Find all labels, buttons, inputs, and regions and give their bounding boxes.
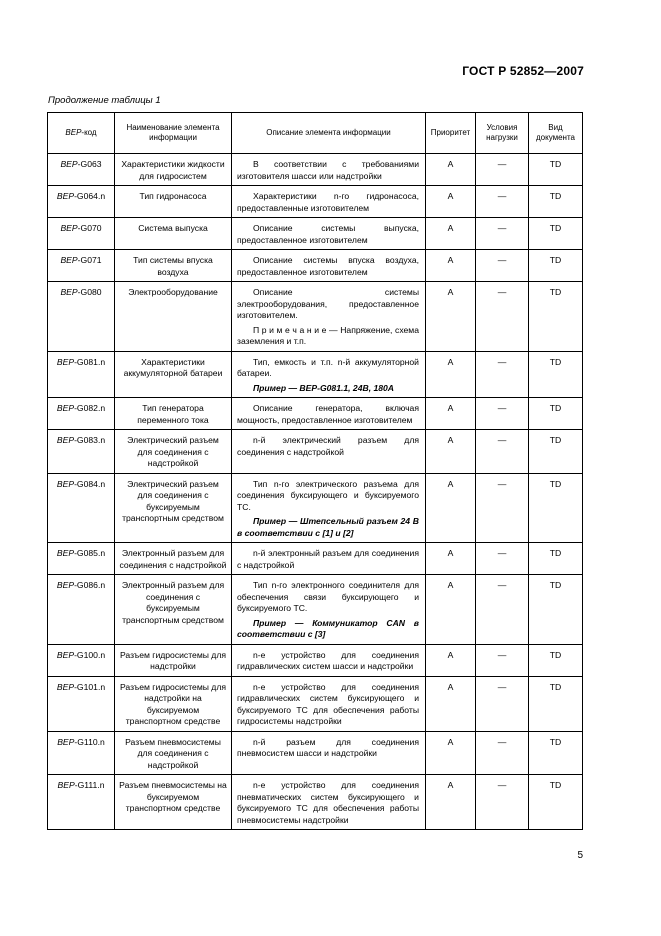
cell-description bbox=[232, 154, 426, 186]
cell-name: Тип системы впуска воздуха bbox=[115, 250, 232, 282]
description-text: Характеристики n-го гидронасоса, предоставленные изготовителем bbox=[237, 191, 419, 213]
table-row bbox=[48, 644, 583, 676]
description-text: n-й электрический разъем для соединения с надстройкой bbox=[237, 435, 419, 457]
cell-priority: A bbox=[426, 430, 476, 474]
cell-code: ВЕР-G083.n bbox=[48, 430, 115, 474]
cell-priority: A bbox=[426, 250, 476, 282]
cell-code: ВЕР-G084.n bbox=[48, 473, 115, 543]
cell-code: ВЕР-G086.n bbox=[48, 575, 115, 645]
cell-name: Тип генератора переменного тока bbox=[115, 398, 232, 430]
cell-description bbox=[232, 543, 426, 575]
cell-code: ВЕР-G064.n bbox=[48, 186, 115, 218]
table-header-row bbox=[48, 113, 583, 154]
cell-description bbox=[232, 250, 426, 282]
cell-code: ВЕР-G111.n bbox=[48, 775, 115, 830]
table-row bbox=[48, 398, 583, 430]
table-row bbox=[48, 775, 583, 830]
table-row bbox=[48, 351, 583, 398]
cell-conditions: — bbox=[476, 775, 529, 830]
cell-name: Электрический разъем для соединения с надстройкой bbox=[115, 430, 232, 474]
cell-description bbox=[232, 575, 426, 645]
description-text: Описание системы впуска воздуха, предоставленное изготовителем bbox=[237, 255, 419, 277]
cell-code: ВЕР-G081.n bbox=[48, 351, 115, 398]
cell-priority: A bbox=[426, 575, 476, 645]
table-row bbox=[48, 473, 583, 543]
description-text: n-й разъем для соединения пневмосистем шасси и надстройки bbox=[237, 736, 419, 758]
cell-code: ВЕР-G110.n bbox=[48, 731, 115, 775]
cell-name: Разъем гидросистемы для надстройки bbox=[115, 644, 232, 676]
cell-description bbox=[232, 282, 426, 352]
cell-conditions: — bbox=[476, 543, 529, 575]
cell-conditions: — bbox=[476, 644, 529, 676]
cell-name: Электрооборудование bbox=[115, 282, 232, 352]
cell-description bbox=[232, 398, 426, 430]
cell-description bbox=[232, 351, 426, 398]
cell-doc-type: TD bbox=[529, 430, 583, 474]
table-row bbox=[48, 731, 583, 775]
header-description: Описание элемента информации bbox=[232, 113, 426, 154]
cell-description bbox=[232, 676, 426, 731]
description-text: Описание генератора, включая мощность, предоставленное изготовителем bbox=[237, 403, 419, 425]
description-text: Тип n-го электронного соединителя для обеспечения связи буксирующего и буксируемого ТС. bbox=[237, 580, 419, 613]
cell-description bbox=[232, 775, 426, 830]
cell-doc-type: TD bbox=[529, 676, 583, 731]
cell-code: ВЕР-G071 bbox=[48, 250, 115, 282]
description-text: Описание системы электрооборудования, предоставленное изготовителем. bbox=[237, 287, 419, 320]
cell-conditions: — bbox=[476, 473, 529, 543]
table-caption: Продолжение таблицы 1 bbox=[48, 95, 161, 106]
cell-code: ВЕР-G082.n bbox=[48, 398, 115, 430]
cell-name: Характеристики жидкости для гидросистем bbox=[115, 154, 232, 186]
cell-name: Система выпуска bbox=[115, 218, 232, 250]
cell-conditions: — bbox=[476, 250, 529, 282]
description-example: Пример — Штепсельный разъем 24 В в соответствии с [1] и [2] bbox=[237, 516, 419, 538]
table-row bbox=[48, 186, 583, 218]
description-text: n-й электронный разъем для соединения с надстройкой bbox=[237, 548, 419, 570]
cell-code: ВЕР-G080 bbox=[48, 282, 115, 352]
cell-doc-type: TD bbox=[529, 731, 583, 775]
header-code: ВЕР-код bbox=[48, 113, 115, 154]
cell-name: Тип гидронасоса bbox=[115, 186, 232, 218]
table-row bbox=[48, 676, 583, 731]
description-example: Пример — ВЕР-G081.1, 24В, 180А bbox=[253, 382, 395, 393]
description-text: Описание системы выпуска, предоставленное изготовителем bbox=[237, 223, 419, 245]
table-row bbox=[48, 575, 583, 645]
cell-priority: A bbox=[426, 218, 476, 250]
description-text: n-е устройство для соединения гидравлических систем шасси и надстройки bbox=[237, 649, 419, 671]
cell-description bbox=[232, 430, 426, 474]
cell-doc-type: TD bbox=[529, 154, 583, 186]
cell-priority: A bbox=[426, 644, 476, 676]
header-priority: Приоритет bbox=[426, 113, 476, 154]
cell-priority: A bbox=[426, 398, 476, 430]
description-text: n-е устройство для соединения гидравлических систем буксирующего и буксируемого ТС для обеспечения работы гидросистемы надстройки bbox=[237, 681, 419, 726]
cell-name: Разъем пневмосистемы на буксируемом транспортном средстве bbox=[115, 775, 232, 830]
cell-conditions: — bbox=[476, 676, 529, 731]
description-text: Тип n-го электрического разъема для соединения буксирующего и буксируемого ТС. bbox=[237, 478, 419, 512]
cell-doc-type: TD bbox=[529, 775, 583, 830]
cell-doc-type: TD bbox=[529, 218, 583, 250]
cell-code: ВЕР-G100.n bbox=[48, 644, 115, 676]
standard-header: ГОСТ Р 52852—2007 bbox=[462, 64, 584, 78]
description-note: П р и м е ч а н и е — Напряжение, схема заземления и т.п. bbox=[237, 324, 419, 346]
cell-priority: A bbox=[426, 351, 476, 398]
cell-conditions: — bbox=[476, 731, 529, 775]
cell-name: Электрический разъем для соединения с буксируемым транспортным средством bbox=[115, 473, 232, 543]
cell-doc-type: TD bbox=[529, 282, 583, 352]
cell-conditions: — bbox=[476, 575, 529, 645]
page-number: 5 bbox=[577, 850, 583, 861]
table-row bbox=[48, 430, 583, 474]
description-text: n-е устройство для соединения пневматических систем буксирующего и буксируемого ТС для обеспечения работы пневмосистемы надстройки bbox=[237, 780, 419, 825]
cell-description bbox=[232, 731, 426, 775]
cell-name: Характеристики аккумуляторной батареи bbox=[115, 351, 232, 398]
cell-description bbox=[232, 644, 426, 676]
cell-code: ВЕР-G101.n bbox=[48, 676, 115, 731]
cell-conditions: — bbox=[476, 351, 529, 398]
cell-description bbox=[232, 218, 426, 250]
description-text: В соответствии с требованиями изготовителя шасси или надстройки bbox=[237, 159, 419, 181]
cell-doc-type: TD bbox=[529, 398, 583, 430]
cell-code: ВЕР-G085.n bbox=[48, 543, 115, 575]
cell-priority: A bbox=[426, 154, 476, 186]
table-row bbox=[48, 282, 583, 352]
cell-description bbox=[232, 186, 426, 218]
cell-conditions: — bbox=[476, 154, 529, 186]
cell-code: ВЕР-G063 bbox=[48, 154, 115, 186]
cell-priority: A bbox=[426, 731, 476, 775]
description-example: Пример — Коммуникатор CAN в соответствии с [3] bbox=[237, 617, 419, 639]
cell-name: Электронный разъем для соединения с надстройкой bbox=[115, 543, 232, 575]
cell-doc-type: TD bbox=[529, 644, 583, 676]
cell-doc-type: TD bbox=[529, 575, 583, 645]
cell-doc-type: TD bbox=[529, 351, 583, 398]
cell-code: ВЕР-G070 bbox=[48, 218, 115, 250]
cell-name: Разъем гидросистемы для надстройки на буксируемом транспортном средстве bbox=[115, 676, 232, 731]
description-text: Тип, емкость и т.п. n-й аккумуляторной батареи. bbox=[237, 356, 419, 378]
table-row bbox=[48, 218, 583, 250]
header-doc-type: Вид документа bbox=[529, 113, 583, 154]
cell-conditions: — bbox=[476, 430, 529, 474]
cell-name: Электронный разъем для соединения с буксируемым транспортным средством bbox=[115, 575, 232, 645]
table-row bbox=[48, 250, 583, 282]
cell-name: Разъем пневмосистемы для соединения с надстройкой bbox=[115, 731, 232, 775]
cell-priority: A bbox=[426, 775, 476, 830]
cell-conditions: — bbox=[476, 398, 529, 430]
cell-priority: A bbox=[426, 282, 476, 352]
table-row bbox=[48, 543, 583, 575]
cell-doc-type: TD bbox=[529, 473, 583, 543]
cell-description bbox=[232, 473, 426, 543]
cell-doc-type: TD bbox=[529, 250, 583, 282]
cell-conditions: — bbox=[476, 218, 529, 250]
header-conditions: Условия нагрузки bbox=[476, 113, 529, 154]
cell-priority: A bbox=[426, 543, 476, 575]
header-name: Наименование элемента информации bbox=[115, 113, 232, 154]
cell-priority: A bbox=[426, 473, 476, 543]
table-row bbox=[48, 154, 583, 186]
cell-priority: A bbox=[426, 676, 476, 731]
info-elements-table bbox=[47, 112, 583, 830]
cell-doc-type: TD bbox=[529, 543, 583, 575]
cell-priority: A bbox=[426, 186, 476, 218]
cell-conditions: — bbox=[476, 282, 529, 352]
cell-conditions: — bbox=[476, 186, 529, 218]
cell-doc-type: TD bbox=[529, 186, 583, 218]
